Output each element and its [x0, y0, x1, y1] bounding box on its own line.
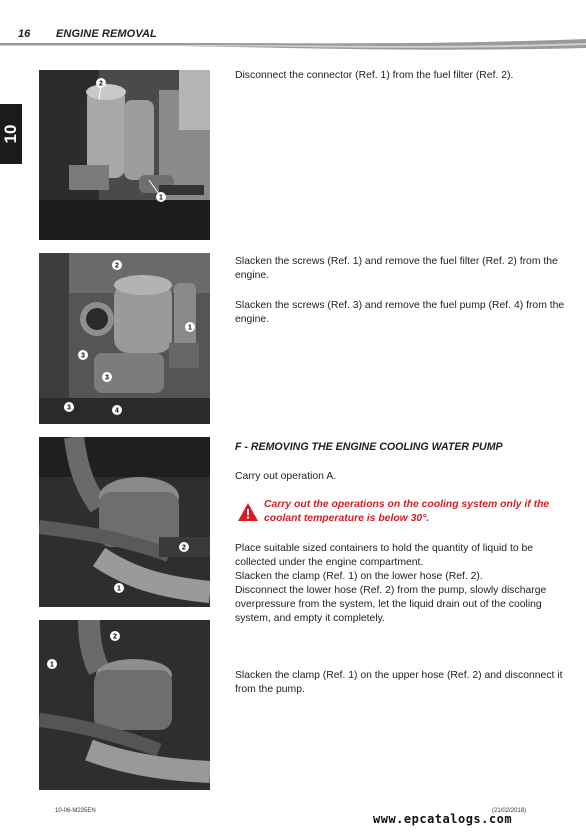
chapter-tab-label: 10: [1, 124, 20, 144]
step3-paragraph: Slacken the clamp (Ref. 1) on the lower hose (Ref. 2).: [235, 571, 483, 582]
step3-paragraph: Disconnect the lower hose (Ref. 2) from the pump, slowly discharge overpressure from the system, let the liquid drain out of the cooling system, and empty it completely.: [235, 585, 547, 624]
callout-label: 1: [159, 194, 163, 202]
callout-label: 2: [182, 544, 186, 552]
callout-label: 2: [99, 80, 103, 88]
warning-box: [237, 498, 567, 528]
header-swoosh: [0, 36, 586, 62]
step4-instruction: Slacken the clamp (Ref. 1) on the upper hose (Ref. 2) and disconnect it from the pump.: [235, 670, 563, 695]
chapter-tab: [0, 104, 22, 164]
footer-date: (21/02/2018): [492, 808, 527, 814]
callout-label: 4: [115, 407, 119, 415]
warning-text: Carry out the operations on the cooling system only if the coolant temperature is below 30°.: [264, 499, 550, 524]
step3-paragraph: Place suitable sized containers to hold the quantity of liquid to be collected under the engine compartment.: [235, 543, 534, 568]
callout-label: 3: [67, 404, 71, 412]
callout-label: 1: [188, 324, 192, 332]
callout-label: 1: [50, 661, 54, 669]
step3-operation-note: Carry out operation A.: [235, 471, 337, 482]
photo-cooling-pump-upper-hose: [39, 620, 210, 790]
page-number: 16: [18, 28, 31, 40]
step2-instruction-pump: Slacken the screws (Ref. 3) and remove the fuel pump (Ref. 4) from the engine.: [235, 300, 565, 325]
step3-instructions: [235, 542, 565, 626]
photo-fuel-filter-pump: [39, 253, 210, 424]
callout-label: 3: [81, 352, 85, 360]
callout-label: 3: [105, 374, 109, 382]
section-title: ENGINE REMOVAL: [56, 28, 157, 40]
watermark-url[interactable]: www.epcatalogs.com: [373, 812, 513, 826]
callout-label: 2: [115, 262, 119, 270]
step1-instruction: Disconnect the connector (Ref. 1) from the fuel filter (Ref. 2).: [235, 70, 514, 81]
section-heading-cooling-pump: F - REMOVING THE ENGINE COOLING WATER PUMP: [235, 441, 503, 453]
photo-cooling-pump-lower-hose: [39, 437, 210, 607]
callout-label: 2: [113, 633, 117, 641]
step2-instruction-filter: Slacken the screws (Ref. 1) and remove the fuel filter (Ref. 2) from the engine.: [235, 256, 558, 281]
warning-triangle-icon: [237, 502, 259, 522]
footer-doc-code: 10-06-M235EN: [55, 808, 96, 814]
callout-label: 1: [117, 585, 121, 593]
photo-fuel-filter-connector: [39, 70, 210, 240]
